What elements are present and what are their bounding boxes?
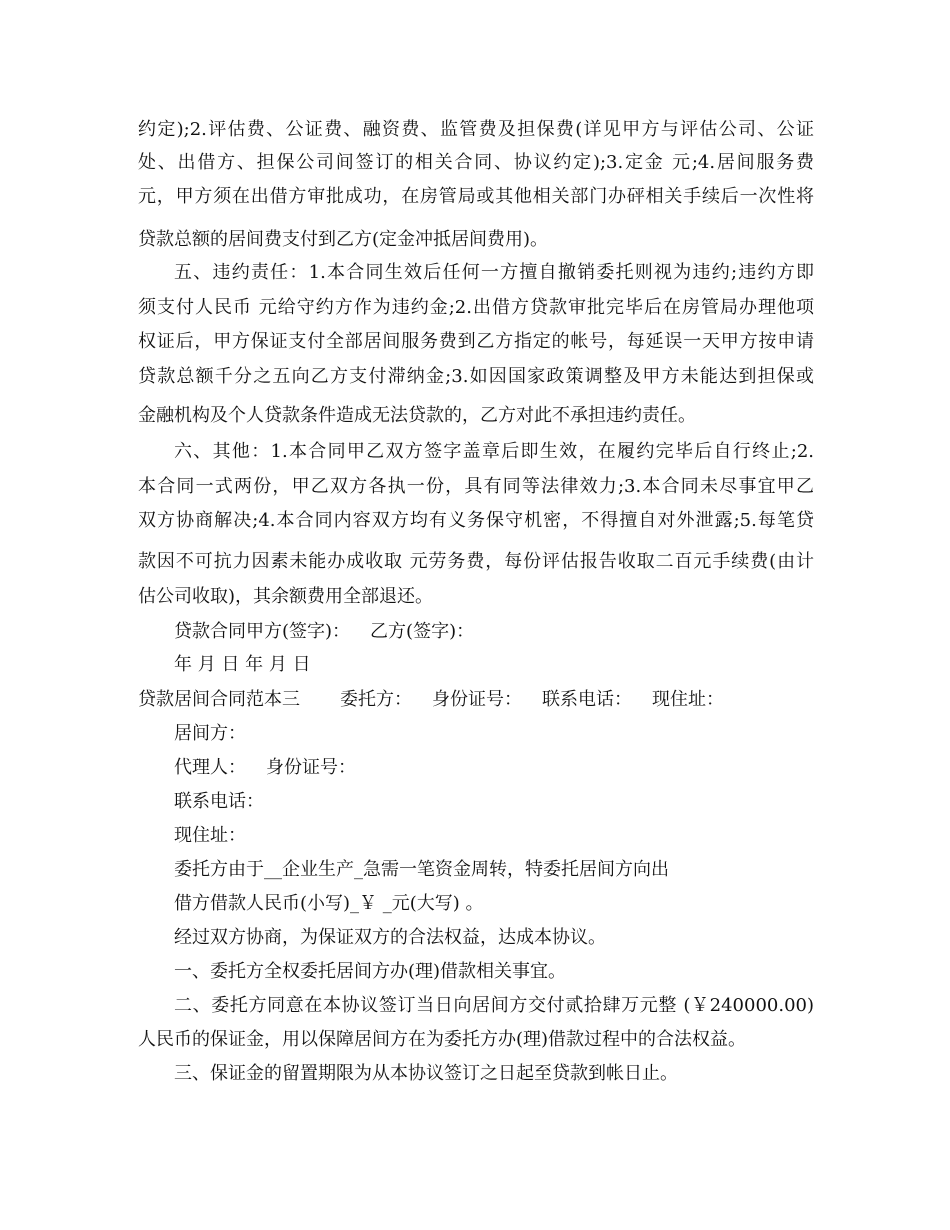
text-line: 须支付人民币 元给守约方作为违约金;2.出借方贷款审批完毕后在房管局办理他项: [138, 297, 814, 318]
request-line: 委托方由于__企业生产_急需一笔资金周转，特委托居间方向出: [174, 859, 669, 880]
request-line: 借方借款人民币(小写)_￥ _元(大写) 。: [174, 893, 484, 914]
contact-phone-label: 联系电话：: [174, 791, 264, 812]
text-line: 本合同一式两份，甲乙双方各执一份，具有同等法律效力;3.本合同未尽事宜甲乙: [138, 476, 814, 497]
field-phone: 联系电话：: [542, 689, 632, 710]
intermediary-label: 居间方：: [174, 723, 246, 744]
agent-id-label: 身份证号：: [266, 757, 356, 778]
clause-2-line: 二、委托方同意在本协议签订当日向居间方交付贰拾肆万元整 (￥240000.00): [174, 995, 814, 1016]
section-5-heading-line: 五、违约责任：1.本合同生效后任何一方擅自撤销委托则视为违约;违约方即: [174, 262, 814, 283]
agent-line: [174, 757, 356, 779]
template-title: 贷款居间合同范本三: [138, 689, 300, 710]
text-line: 估公司收取)，其余额费用全部退还。: [138, 586, 434, 607]
field-address: 现住址：: [652, 689, 724, 710]
text-line: 权证后，甲方保证支付全部居间服务费到乙方指定的帐号，每延误一天甲方按申请: [138, 331, 814, 352]
signature-line: [174, 621, 474, 643]
text-line: 金融机构及个人贷款条件造成无法贷款的，乙方对此不承担违约责任。: [138, 405, 696, 426]
text-line: 款因不可抗力因素未能办成收取 元劳务费，每份评估报告收取二百元手续费(由计: [138, 551, 814, 572]
signature-date: 年 月 日 年 月 日: [174, 654, 311, 675]
party-a-signature-label: 贷款合同甲方(签字)：: [174, 621, 351, 642]
text-line: 处、出借方、担保公司间签订的相关合同、协议约定);3.定金 元;4.居间服务费: [138, 152, 814, 173]
consensus-line: 经过双方协商，为保证双方的合法权益，达成本协议。: [174, 927, 606, 948]
text-line: 贷款总额千分之五向乙方支付滞纳金;3.如因国家政策调整及甲方未能达到担保或: [138, 366, 814, 387]
party-b-signature-label: 乙方(签字)：: [370, 621, 475, 642]
clause-1: 一、委托方全权委托居间方办(理)借款相关事宜。: [174, 961, 567, 982]
section-6-heading-line: 六、其他：1.本合同甲乙双方签字盖章后即生效，在履约完毕后自行终止;2.: [174, 441, 814, 462]
field-principal: 委托方：: [340, 689, 412, 710]
field-id-number: 身份证号：: [432, 689, 522, 710]
text-line: 约定);2.评估费、公证费、融资费、监管费及担保费(详见甲方与评估公司、公证: [138, 119, 814, 140]
text-line: 双方协商解决;4.本合同内容双方均有义务保守机密，不得擅自对外泄露;5.每笔贷: [138, 510, 814, 531]
agent-label: 代理人：: [174, 757, 246, 778]
clause-2-line: 人民币的保证金，用以保障居间方在为委托方办(理)借款过程中的合法权益。: [138, 1029, 747, 1050]
text-line: 元，甲方须在出借方审批成功，在房管局或其他相关部门办砰相关手续后一次性将: [138, 186, 814, 207]
template-three-header: [138, 689, 724, 711]
clause-3: 三、保证金的留置期限为从本协议签订之日起至贷款到帐日止。: [174, 1063, 678, 1084]
text-line: 贷款总额的居间费支付到乙方(定金冲抵居间费用)。: [138, 229, 549, 250]
address-label: 现住址：: [174, 825, 246, 846]
